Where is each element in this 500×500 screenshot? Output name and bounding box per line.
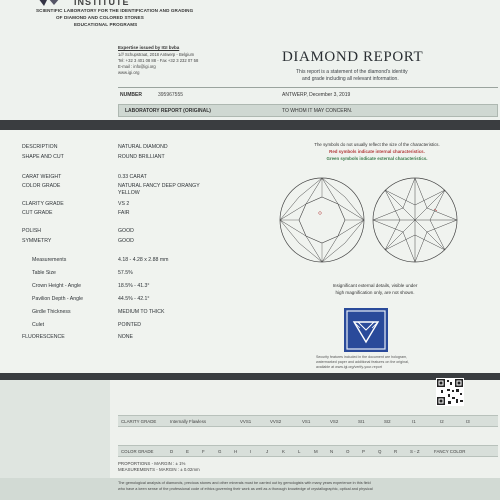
girdle-label: Girdle Thickness <box>32 309 71 315</box>
cut-value: FAIR <box>118 210 130 216</box>
description-label: DESCRIPTION <box>22 144 58 150</box>
pavilion-label: Pavilion Depth - Angle <box>32 296 84 302</box>
security-note-3: available at www.igi.org/verify-your-report <box>316 365 382 369</box>
color-scale-g: G <box>218 449 222 454</box>
igi-seal-icon <box>344 308 388 352</box>
clarity-scale-i2: I2 <box>440 419 444 424</box>
color-scale-n: N <box>330 449 334 454</box>
color-value-line-1: NATURAL FANCY DEEP ORANGY <box>118 183 200 189</box>
lab-report-title: LABORATORY REPORT (ORIGINAL) <box>125 108 211 114</box>
expertise-line: Expertise issued by IGI bvba <box>118 45 180 50</box>
plot-note: The symbols do not usually reflect the size of the characteristics. <box>314 142 440 147</box>
color-scale-s-z: S - Z <box>410 449 420 454</box>
crown-value: 18.5% - 41.3° <box>118 283 150 289</box>
measurements-value: 4.18 - 4.28 x 2.88 mm <box>118 257 169 263</box>
shape-value: ROUND BRILLIANT <box>118 154 165 160</box>
color-scale-p: P <box>362 449 365 454</box>
color-scale-d: D <box>170 449 174 454</box>
institute-name: INSTITUTE <box>74 0 130 7</box>
symmetry-value: GOOD <box>118 238 134 244</box>
clarity-scale-if: Internally Flawless <box>170 419 207 424</box>
clarity-scale-vvs2: VVS2 <box>270 419 282 424</box>
color-label: COLOR GRADE <box>22 183 61 189</box>
to-whom-line: TO WHOM IT MAY CONCERN. <box>282 108 353 114</box>
plot-note-green: Green symbols indicate external characteristics. <box>326 156 428 161</box>
clarity-scale-vs2: VS2 <box>330 419 339 424</box>
color-scale-label: COLOR GRADE <box>121 449 154 454</box>
table-size-label: Table Size <box>32 270 56 276</box>
clarity-value: VS 2 <box>118 201 130 207</box>
plot-note-red: Red symbols indicate internal characteristics. <box>329 149 425 154</box>
pavilion-diagram-icon <box>370 175 460 265</box>
report-desc-line-1: This report is a statement of the diamond's identity <box>296 69 408 75</box>
footer-line-2: who have a keen sense of the professional code of ethics governing their work as well as a thorough knowledge of crystallographic, optical and physical <box>118 487 373 491</box>
clarity-scale-si1: SI1 <box>358 419 365 424</box>
cut-label: CUT GRADE <box>22 210 53 216</box>
carat-value: 0.33 CARAT <box>118 174 147 180</box>
institute-line-3: EDUCATIONAL PROGRAMS <box>74 22 138 27</box>
pavilion-value: 44.5% - 42.1° <box>118 296 150 302</box>
clarity-scale-vs1: VS1 <box>302 419 311 424</box>
table-size-value: 57.5% <box>118 270 133 276</box>
culet-label: Culet <box>32 322 45 328</box>
girdle-value: MEDIUM TO THICK <box>118 309 165 315</box>
color-scale-l: L <box>298 449 301 454</box>
color-scale-h: H <box>234 449 238 454</box>
address-line-4: www.igi.org <box>118 70 140 75</box>
clarity-scale-vvs1: VVS1 <box>240 419 252 424</box>
insignificant-note-1: Insignificant external details, visible under <box>332 283 418 288</box>
color-scale-i: I <box>250 449 252 454</box>
qr-code-icon <box>436 378 464 406</box>
institute-line-2: OF DIAMOND AND COLORED STONES <box>56 15 144 20</box>
color-scale-r: R <box>394 449 398 454</box>
report-desc-line-2: and grade including all relevant information. <box>302 76 399 82</box>
proportions-margin: PROPORTIONS - MARGIN : ± 1% <box>118 461 186 466</box>
clarity-scale-label: CLARITY GRADE <box>121 419 157 424</box>
clarity-scale-i1: I1 <box>412 419 416 424</box>
address-line-2: Tel: +32 3 401 08 88 - Fax +32 3 232 07 58 <box>118 58 199 63</box>
polish-value: GOOD <box>118 228 134 234</box>
crown-label: Crown Height - Angle <box>32 283 82 289</box>
culet-value: POINTED <box>118 322 142 328</box>
description-value: NATURAL DIAMOND <box>118 144 168 150</box>
color-scale-q: Q <box>378 449 382 454</box>
header-divider <box>118 87 498 88</box>
clarity-scale-si2: SI2 <box>384 419 391 424</box>
address-line-3: E-mail : info@igi.org <box>118 64 156 69</box>
measurements-margin: MEASUREMENTS - MARGIN : ± 0.02mm <box>118 467 200 472</box>
symmetry-label: SYMMETRY <box>22 238 52 244</box>
page-gap-bottom <box>0 373 500 380</box>
institute-line-1: SCIENTIFIC LABORATORY FOR THE IDENTIFICATION AND GRADING <box>36 8 194 13</box>
color-value-line-2: YELLOW <box>118 190 140 196</box>
address-line-1: 1/// Schupstraat, 2018 Antwerp - Belgium <box>118 52 195 57</box>
color-scale-f: F <box>202 449 205 454</box>
clarity-label: CLARITY GRADE <box>22 201 64 207</box>
security-note-2: watermarked paper and additional features on the original, <box>316 360 409 364</box>
shape-label: SHAPE AND CUT <box>22 154 64 160</box>
report-title: DIAMOND REPORT <box>282 49 424 65</box>
fluorescence-value: NONE <box>118 334 133 340</box>
number-label: NUMBER <box>120 92 142 98</box>
color-scale-m: M <box>314 449 318 454</box>
carat-label: CARAT WEIGHT <box>22 174 62 180</box>
clarity-scale-i3: I3 <box>466 419 470 424</box>
insignificant-note-2: high magnification only, are not shown. <box>335 290 415 295</box>
institute-logo-icon <box>36 0 64 8</box>
number-value: 395967555 <box>158 92 184 98</box>
color-scale-o: O <box>346 449 350 454</box>
measurements-label: Measurements <box>32 257 67 263</box>
report-date: ANTWERP, December 3, 2019 <box>282 92 351 98</box>
color-scale-e: E <box>186 449 189 454</box>
security-note-1: Security features included in the document are hologram, <box>316 355 408 359</box>
color-scale-fancy: FANCY COLOR <box>434 449 466 454</box>
color-scale-k: K <box>282 449 285 454</box>
polish-label: POLISH <box>22 228 42 234</box>
color-scale-j: J <box>266 449 269 454</box>
crown-diagram-icon <box>277 175 367 265</box>
fluorescence-label: FLUORESCENCE <box>22 334 65 340</box>
footer-line-1: The gemological analysis of diamonds, precious stones and other minerals must be carried out by gemologists with many years experience in this field <box>118 481 371 485</box>
page-gap-top <box>0 120 500 130</box>
